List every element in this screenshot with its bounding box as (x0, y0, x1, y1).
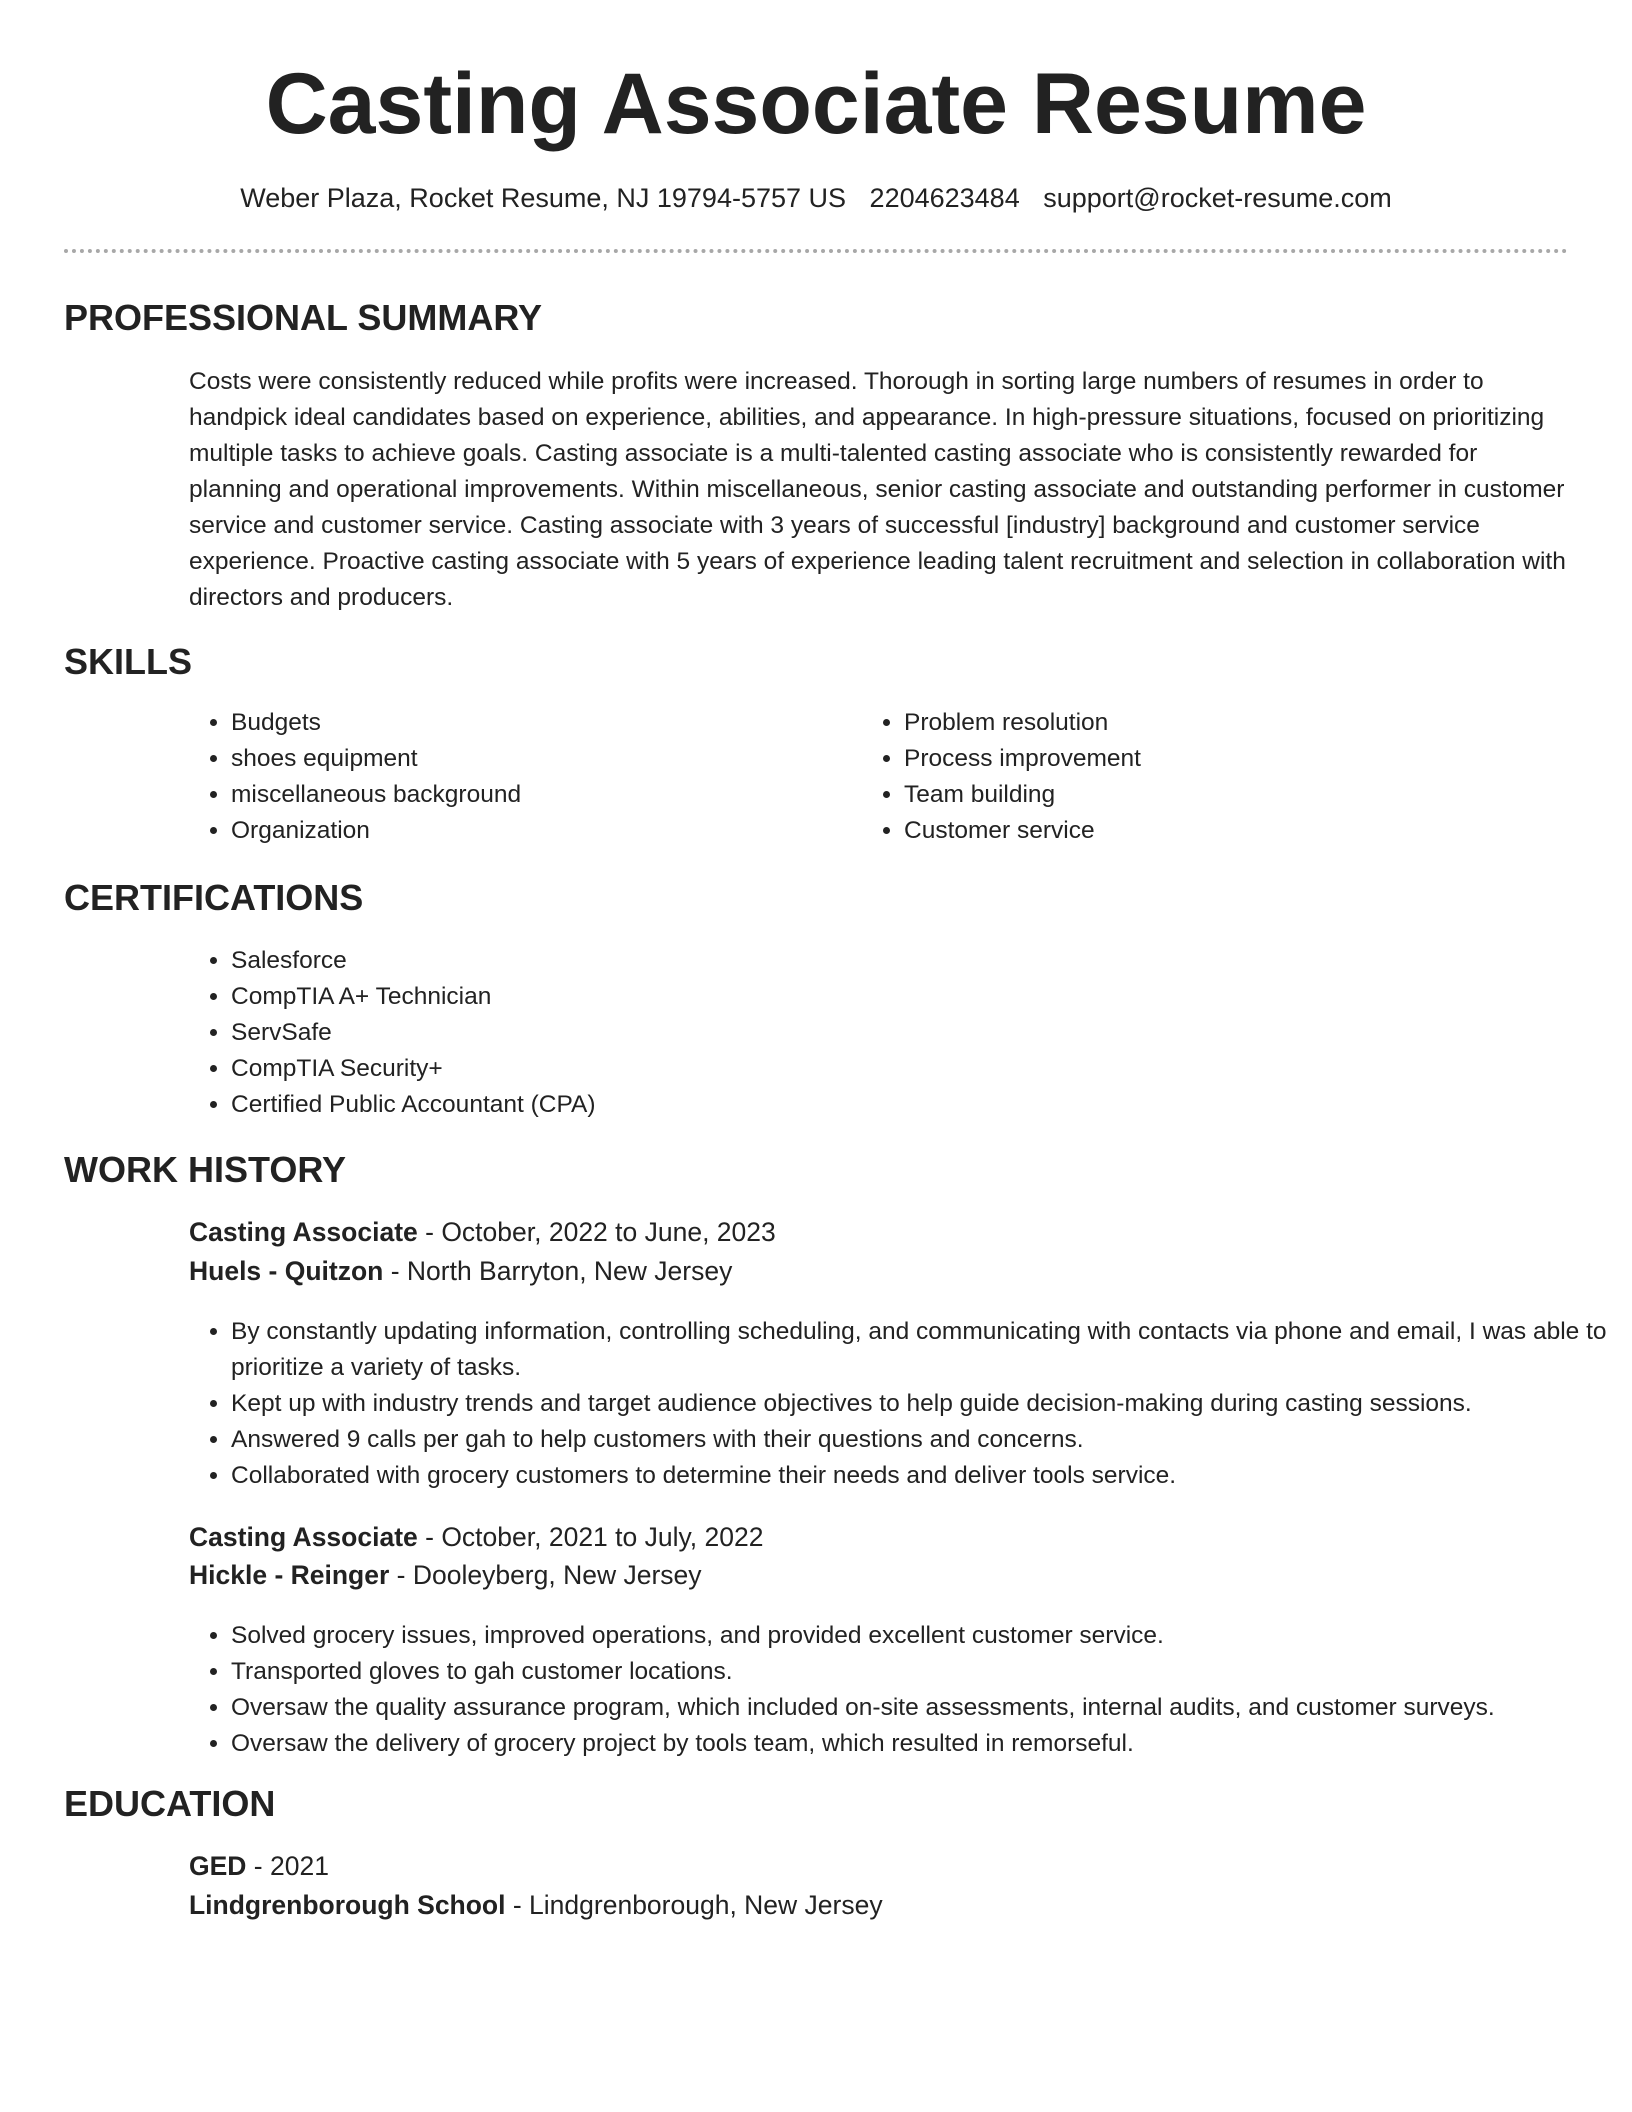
education-school-line (189, 1885, 883, 1925)
job-company-line (189, 1555, 702, 1595)
job-title: Casting Associate (189, 1522, 418, 1552)
education-year: - 2021 (246, 1851, 329, 1881)
job-bullet: • Answered 9 calls per gah to help customers with their questions and concerns. (231, 1422, 1611, 1458)
job-bullet: • Oversaw the delivery of grocery project by tools team, which resulted in remorseful. (231, 1726, 1611, 1762)
skill-item: • Budgets (231, 705, 811, 741)
resume-title: Casting Associate Resume (265, 56, 1367, 152)
certification-item: • Salesforce (231, 943, 1431, 979)
job-location: - North Barryton, New Jersey (383, 1256, 733, 1286)
contact-line (0, 178, 1632, 218)
skill-item: • Team building (904, 777, 1484, 813)
certifications-list (187, 943, 1431, 1123)
certification-item: • CompTIA A+ Technician (231, 979, 1431, 1015)
skills-heading: SKILLS (64, 641, 193, 682)
header-divider (64, 249, 1568, 253)
education-degree-line (189, 1846, 329, 1886)
job-title-line (189, 1212, 776, 1252)
skill-item: • Organization (231, 813, 811, 849)
job-bullet: • Kept up with industry trends and target audience objectives to help guide decision-making during casting sessions. (231, 1386, 1611, 1422)
job-company-line (189, 1251, 732, 1291)
contact-email: support@rocket-resume.com (1043, 183, 1392, 213)
education-degree: GED (189, 1851, 247, 1881)
skill-item: • Customer service (904, 813, 1484, 849)
skills-list-left (187, 705, 811, 849)
job-bullet: • Collaborated with grocery customers to determine their needs and deliver tools service. (231, 1458, 1611, 1494)
skill-item: • miscellaneous background (231, 777, 811, 813)
certification-item: • Certified Public Accountant (CPA) (231, 1087, 1431, 1123)
skill-item: • shoes equipment (231, 741, 811, 777)
skills-list-right (860, 705, 1484, 849)
job-bullets (187, 1618, 1611, 1762)
job-bullet: • Transported gloves to gah customer locations. (231, 1654, 1611, 1690)
job-bullet: • Oversaw the quality assurance program, which included on-site assessments, internal audits, and customer surveys. (231, 1690, 1611, 1726)
job-dates: - October, 2022 to June, 2023 (417, 1217, 776, 1247)
skill-item: • Problem resolution (904, 705, 1484, 741)
contact-address: Weber Plaza, Rocket Resume, NJ 19794-5757 US (240, 183, 847, 213)
job-company: Huels - Quitzon (189, 1256, 384, 1286)
education-heading: EDUCATION (64, 1783, 276, 1824)
education-location: - Lindgrenborough, New Jersey (505, 1890, 883, 1920)
work-history-heading: WORK HISTORY (64, 1149, 347, 1190)
certification-item: • CompTIA Security+ (231, 1051, 1431, 1087)
summary-heading: PROFESSIONAL SUMMARY (64, 297, 543, 338)
job-bullets (187, 1314, 1611, 1494)
job-dates: - October, 2021 to July, 2022 (417, 1522, 764, 1552)
certifications-heading: CERTIFICATIONS (64, 877, 364, 918)
job-title: Casting Associate (189, 1217, 418, 1247)
summary-text: Costs were consistently reduced while profits were increased. Thorough in sorting large numbers of resumes in order to handpick ideal candidates based on experience, abilities, and appearance. In high-pressure situations, focused on prioritizing multiple tasks to achieve goals. Casting associate is a multi-talented casting associate who is consistently rewarded for planning and operational improvements. Within miscellaneous, senior casting associate and outstanding performer in customer service and customer service. Casting associate with 3 years of successful [industry] background and customer service experience. Proactive casting associate with 5 years of experience leading talent recruitment and selection in collaboration with directors and producers. (189, 368, 1566, 611)
job-bullet: • By constantly updating information, controlling scheduling, and communicating with contacts via phone and email, I was able to prioritize a variety of tasks. (231, 1314, 1611, 1386)
job-location: - Dooleyberg, New Jersey (389, 1560, 702, 1590)
education-school: Lindgrenborough School (189, 1890, 506, 1920)
job-company: Hickle - Reinger (189, 1560, 390, 1590)
certification-item: • ServSafe (231, 1015, 1431, 1051)
contact-phone: 2204623484 (869, 183, 1020, 213)
job-bullet: • Solved grocery issues, improved operations, and provided excellent customer service. (231, 1618, 1611, 1654)
skill-item: • Process improvement (904, 741, 1484, 777)
job-title-line (189, 1517, 763, 1557)
